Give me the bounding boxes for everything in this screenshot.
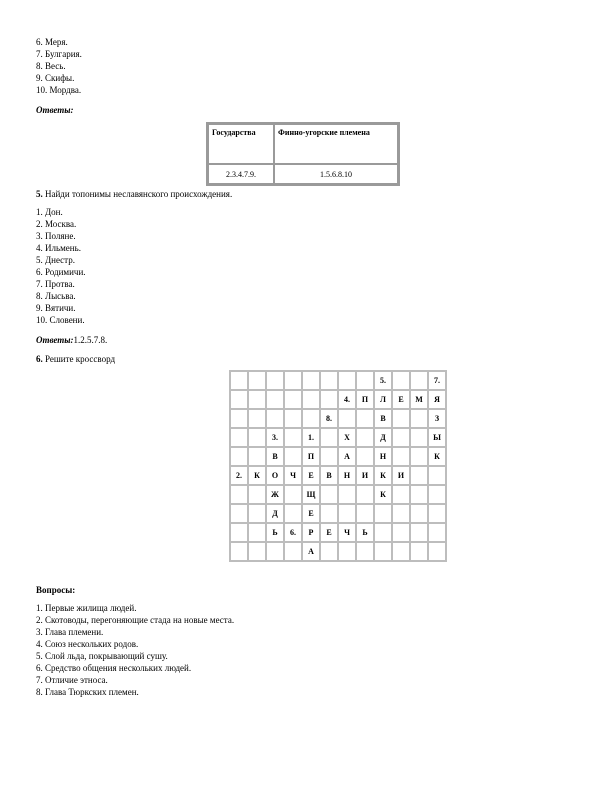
crossword-cell: Щ — [303, 486, 319, 503]
table-header: Государства — [208, 124, 274, 164]
list-item: 9. Вятичи. — [36, 303, 76, 313]
list-item: 8. Лысьва. — [36, 291, 76, 301]
crossword-cell: 4. — [339, 391, 355, 408]
crossword-cell — [429, 486, 445, 503]
crossword-cell: Ь — [357, 524, 373, 541]
question-item: 4. Союз нескольких родов. — [36, 639, 139, 649]
crossword-cell — [303, 391, 319, 408]
crossword-cell: Е — [393, 391, 409, 408]
crossword-cell — [393, 410, 409, 427]
list-item: 5. Днестр. — [36, 255, 75, 265]
question-item: 8. Глава Тюркских племен. — [36, 687, 139, 697]
crossword-cell — [285, 505, 301, 522]
crossword-cell — [357, 486, 373, 503]
crossword-cell: К — [249, 467, 265, 484]
task-number: 5. — [36, 189, 43, 199]
question-item: 1. Первые жилища людей. — [36, 603, 137, 613]
list-item: 6. Меря. — [36, 37, 68, 47]
crossword-cell — [339, 410, 355, 427]
crossword-cell: К — [375, 467, 391, 484]
crossword-cell: Ж — [267, 486, 283, 503]
crossword-cell: В — [375, 410, 391, 427]
crossword-cell: Е — [303, 505, 319, 522]
crossword-cell — [285, 410, 301, 427]
crossword-cell — [249, 410, 265, 427]
crossword-cell: К — [375, 486, 391, 503]
crossword-row — [231, 543, 445, 560]
crossword-cell — [411, 467, 427, 484]
crossword-row — [231, 524, 445, 541]
crossword-cell: Л — [375, 391, 391, 408]
crossword-cell — [249, 429, 265, 446]
crossword-cell: Ы — [429, 429, 445, 446]
crossword-cell — [321, 372, 337, 389]
crossword-cell — [411, 448, 427, 465]
crossword-cell: Н — [375, 448, 391, 465]
crossword-cell — [231, 372, 247, 389]
crossword-cell — [357, 429, 373, 446]
crossword-cell: Д — [375, 429, 391, 446]
crossword-cell: 1. — [303, 429, 319, 446]
crossword-cell — [285, 429, 301, 446]
crossword-cell: П — [303, 448, 319, 465]
crossword-cell — [249, 391, 265, 408]
table-cell: 2.3.4.7.9. — [208, 164, 274, 184]
crossword-cell — [321, 486, 337, 503]
answers-5 — [36, 334, 107, 346]
crossword-cell: Я — [429, 391, 445, 408]
list-item: 10. Словени. — [36, 315, 85, 325]
crossword-cell — [249, 448, 265, 465]
questions-label: Вопросы: — [36, 585, 76, 595]
crossword-cell: А — [339, 448, 355, 465]
crossword-cell — [231, 410, 247, 427]
crossword-cell — [375, 505, 391, 522]
question-item: 2. Скотоводы, перегоняющие стада на новые места. — [36, 615, 235, 625]
crossword-cell — [231, 391, 247, 408]
crossword-cell — [429, 467, 445, 484]
crossword-row — [231, 505, 445, 522]
crossword-cell — [411, 372, 427, 389]
task-text: Решите кроссворд — [42, 354, 116, 364]
crossword-cell: Ч — [285, 467, 301, 484]
crossword-row — [231, 467, 445, 484]
crossword-cell — [411, 505, 427, 522]
list-item: 10. Мордва. — [36, 85, 82, 95]
crossword-cell — [249, 372, 265, 389]
crossword-cell — [339, 372, 355, 389]
crossword-cell — [321, 429, 337, 446]
table-cell: 1.5.6.8.10 — [274, 164, 398, 184]
crossword-cell: В — [321, 467, 337, 484]
crossword-row — [231, 429, 445, 446]
crossword-cell — [411, 543, 427, 560]
crossword-cell — [231, 486, 247, 503]
crossword-cell: Х — [339, 429, 355, 446]
answers-value: 1.2.5.7.8. — [73, 335, 108, 345]
crossword-cell — [321, 543, 337, 560]
list-item: 2. Москва. — [36, 219, 77, 229]
crossword-cell — [231, 524, 247, 541]
crossword-cell — [231, 505, 247, 522]
crossword-cell — [285, 391, 301, 408]
crossword-cell — [267, 543, 283, 560]
crossword-cell: Е — [303, 467, 319, 484]
crossword-cell: З — [429, 410, 445, 427]
list-item: 7. Булгария. — [36, 49, 82, 59]
crossword-cell — [267, 372, 283, 389]
crossword-cell — [339, 505, 355, 522]
crossword-cell: П — [357, 391, 373, 408]
answers-label: Ответы: — [36, 105, 74, 115]
crossword-cell — [393, 543, 409, 560]
crossword-cell: 7. — [429, 372, 445, 389]
crossword-cell — [429, 543, 445, 560]
crossword-cell: Р — [303, 524, 319, 541]
crossword-cell — [393, 524, 409, 541]
crossword-cell — [339, 543, 355, 560]
crossword-cell — [285, 372, 301, 389]
crossword-cell: 2. — [231, 467, 247, 484]
list-item: 3. Поляне. — [36, 231, 76, 241]
crossword-cell: А — [303, 543, 319, 560]
crossword-cell — [321, 448, 337, 465]
crossword-cell — [249, 505, 265, 522]
crossword-cell — [249, 543, 265, 560]
crossword-cell — [285, 486, 301, 503]
crossword-cell — [303, 410, 319, 427]
question-item: 6. Средство общения нескольких людей. — [36, 663, 192, 673]
crossword-cell — [357, 410, 373, 427]
task-text: Найди топонимы неславянского происхождения. — [42, 189, 233, 199]
crossword-cell — [303, 372, 319, 389]
crossword-cell — [411, 410, 427, 427]
question-item: 3. Глава племени. — [36, 627, 104, 637]
list-item: 4. Ильмень. — [36, 243, 81, 253]
crossword-cell — [231, 429, 247, 446]
crossword-cell — [231, 543, 247, 560]
crossword-cell: 5. — [375, 372, 391, 389]
crossword-cell — [375, 543, 391, 560]
crossword-cell: Н — [339, 467, 355, 484]
crossword-cell — [393, 429, 409, 446]
crossword-cell: И — [393, 467, 409, 484]
task-6-heading — [36, 353, 115, 365]
crossword-cell: 6. — [285, 524, 301, 541]
crossword-cell: В — [267, 448, 283, 465]
question-item: 7. Отличие этноса. — [36, 675, 108, 685]
crossword-cell — [321, 505, 337, 522]
crossword-cell: М — [411, 391, 427, 408]
crossword-row — [231, 486, 445, 503]
list-item: 8. Весь. — [36, 61, 66, 71]
crossword-cell — [393, 448, 409, 465]
crossword-cell — [285, 448, 301, 465]
crossword-cell: Е — [321, 524, 337, 541]
crossword-cell — [249, 486, 265, 503]
list-item: 6. Родимичи. — [36, 267, 86, 277]
answers-label: Ответы: — [36, 335, 74, 345]
crossword-cell — [393, 505, 409, 522]
crossword-cell — [393, 372, 409, 389]
task-number: 6. — [36, 354, 43, 364]
crossword-cell: Ь — [267, 524, 283, 541]
crossword-cell: О — [267, 467, 283, 484]
crossword-cell — [429, 524, 445, 541]
table-header: Финно-угорские племена — [274, 124, 398, 164]
crossword-cell — [267, 391, 283, 408]
crossword-cell — [411, 524, 427, 541]
crossword-cell — [411, 486, 427, 503]
crossword-cell: И — [357, 467, 373, 484]
crossword-cell: 3. — [267, 429, 283, 446]
crossword-row — [231, 448, 445, 465]
crossword-cell: Ч — [339, 524, 355, 541]
crossword-cell — [231, 448, 247, 465]
crossword-row — [231, 410, 445, 427]
list-item: 1. Дон. — [36, 207, 63, 217]
crossword-cell — [249, 524, 265, 541]
crossword-cell — [321, 391, 337, 408]
crossword-cell — [357, 372, 373, 389]
list-item: 7. Протва. — [36, 279, 75, 289]
crossword-row — [231, 372, 445, 389]
list-item: 9. Скифы. — [36, 73, 75, 83]
crossword-cell — [375, 524, 391, 541]
crossword-cell — [357, 448, 373, 465]
crossword-cell: 8. — [321, 410, 337, 427]
crossword-grid — [229, 370, 447, 562]
answer-table — [206, 122, 400, 186]
crossword-cell — [339, 486, 355, 503]
crossword-cell — [285, 543, 301, 560]
crossword-cell — [411, 429, 427, 446]
crossword-row — [231, 391, 445, 408]
crossword-cell — [267, 410, 283, 427]
crossword-cell — [429, 505, 445, 522]
crossword-cell — [357, 543, 373, 560]
task-5-heading — [36, 188, 232, 200]
crossword-cell — [393, 486, 409, 503]
crossword-cell: Д — [267, 505, 283, 522]
crossword-cell: К — [429, 448, 445, 465]
crossword-cell — [357, 505, 373, 522]
question-item: 5. Слой льда, покрывающий сушу. — [36, 651, 168, 661]
